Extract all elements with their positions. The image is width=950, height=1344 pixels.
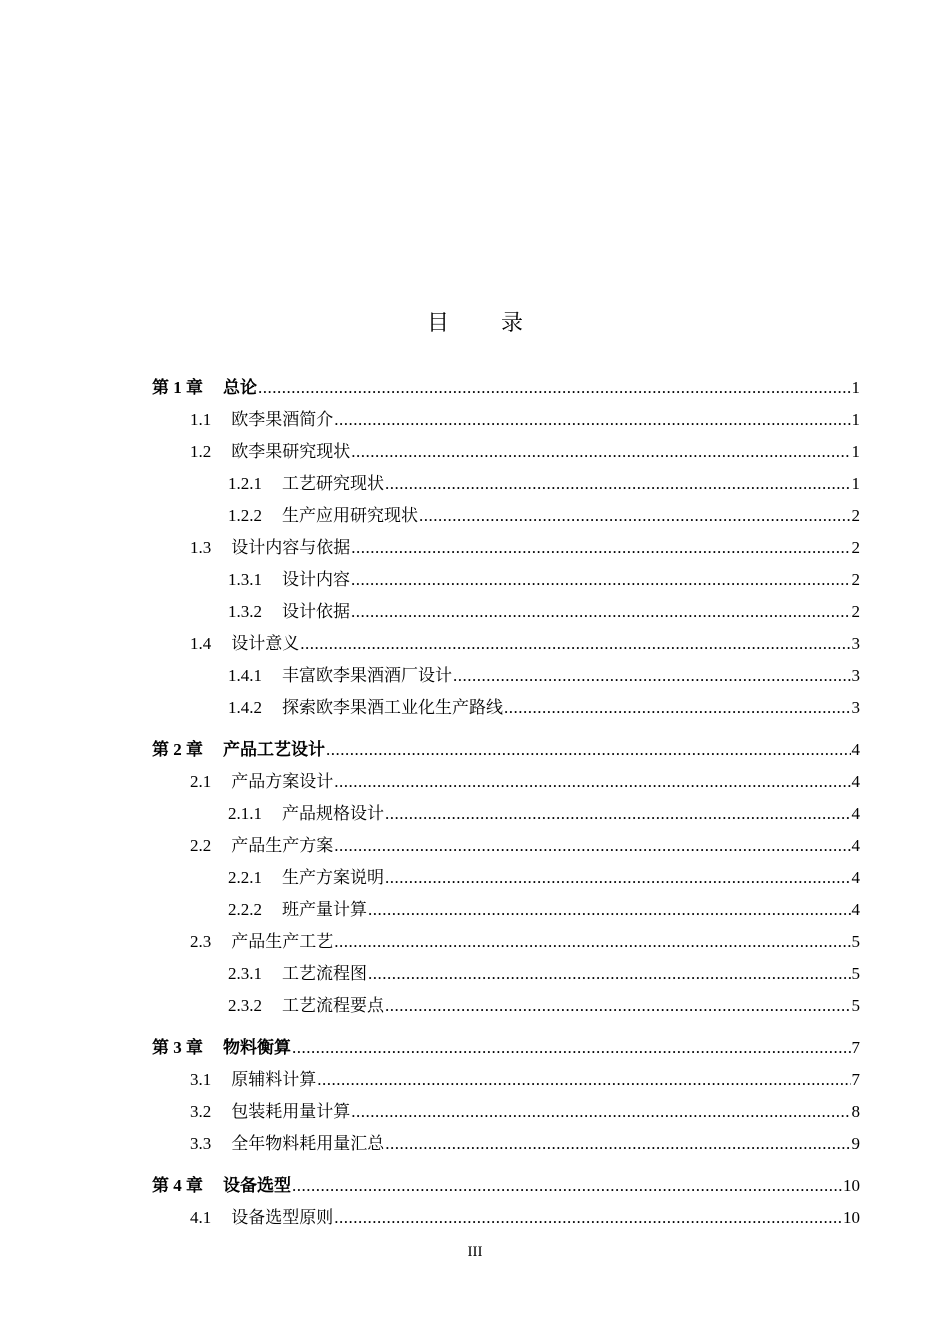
toc-entry-number: 1.4.2 xyxy=(228,698,262,717)
toc-entry-label: 设备选型原则 xyxy=(231,1208,334,1227)
table-of-contents xyxy=(152,372,860,1234)
toc-entry-number: 3.2 xyxy=(190,1102,212,1121)
dot-leader xyxy=(385,468,851,500)
toc-entry[interactable] xyxy=(152,692,860,724)
dot-leader xyxy=(351,532,850,564)
toc-entry[interactable] xyxy=(152,500,860,532)
toc-entry[interactable] xyxy=(152,628,860,660)
toc-entry-label: 丰富欧李果酒酒厂设计 xyxy=(282,666,452,685)
toc-entry-page: 5 xyxy=(851,996,860,1015)
toc-entry-label: 产品生产工艺 xyxy=(231,932,334,951)
toc-entry-page: 4 xyxy=(851,868,860,887)
dot-leader xyxy=(326,734,851,766)
toc-entry-page: 9 xyxy=(851,1134,860,1153)
toc-entry-label: 工艺流程要点 xyxy=(282,996,384,1015)
toc-entry-page: 3 xyxy=(851,634,860,653)
toc-entry[interactable] xyxy=(152,894,860,926)
toc-entry-label: 设计依据 xyxy=(282,602,350,621)
toc-entry-number: 1.2.1 xyxy=(228,474,262,493)
dot-leader xyxy=(300,628,850,660)
toc-entry[interactable] xyxy=(152,1096,860,1128)
toc-entry[interactable] xyxy=(152,660,860,692)
toc-entry-label: 原辅料计算 xyxy=(231,1070,317,1089)
toc-entry-number: 3.3 xyxy=(190,1134,212,1153)
dot-leader xyxy=(292,1032,851,1064)
toc-entry-number: 第 2 章 xyxy=(152,740,203,759)
toc-entry-page: 3 xyxy=(851,666,860,685)
dot-leader xyxy=(504,692,851,724)
toc-entry[interactable] xyxy=(152,436,860,468)
toc-entry-number: 2.1.1 xyxy=(228,804,262,823)
dot-leader xyxy=(258,372,851,404)
toc-entry-label: 生产方案说明 xyxy=(282,868,384,887)
dot-leader xyxy=(368,894,851,926)
dot-leader xyxy=(385,798,851,830)
toc-entry-number: 2.1 xyxy=(190,772,212,791)
toc-entry[interactable] xyxy=(152,596,860,628)
toc-entry-label: 班产量计算 xyxy=(282,900,367,919)
toc-entry-label: 工艺研究现状 xyxy=(282,474,384,493)
toc-entry-page: 10 xyxy=(843,1176,860,1195)
toc-entry-number: 2.3 xyxy=(190,932,212,951)
toc-entry-label: 探索欧李果酒工业化生产路线 xyxy=(282,698,503,717)
toc-entry[interactable] xyxy=(152,734,860,766)
toc-entry-page: 1 xyxy=(851,378,860,397)
dot-leader xyxy=(351,436,850,468)
toc-entry-number: 1.4.1 xyxy=(228,666,262,685)
toc-entry-number: 2.2.1 xyxy=(228,868,262,887)
toc-entry-page: 2 xyxy=(851,570,860,589)
dot-leader xyxy=(334,766,850,798)
dot-leader xyxy=(368,958,851,990)
toc-entry[interactable] xyxy=(152,926,860,958)
toc-entry-number: 4.1 xyxy=(190,1208,212,1227)
page-number: III xyxy=(467,1244,483,1260)
toc-entry-number: 2.3.1 xyxy=(228,964,262,983)
dot-leader xyxy=(317,1064,850,1096)
toc-entry-label: 物料衡算 xyxy=(223,1038,291,1057)
toc-entry-number: 2.2 xyxy=(190,836,212,855)
toc-entry-page: 4 xyxy=(851,740,860,759)
toc-entry-label: 总论 xyxy=(223,378,257,397)
dot-leader xyxy=(334,1202,842,1234)
toc-entry-number: 第 4 章 xyxy=(152,1176,203,1195)
dot-leader xyxy=(351,1096,850,1128)
toc-entry-number: 1.2.2 xyxy=(228,506,262,525)
toc-entry[interactable] xyxy=(152,990,860,1022)
dot-leader xyxy=(419,500,851,532)
toc-entry[interactable] xyxy=(152,1064,860,1096)
toc-entry-number: 1.3.2 xyxy=(228,602,262,621)
toc-entry-label: 全年物料耗用量汇总 xyxy=(231,1134,385,1153)
dot-leader xyxy=(385,862,851,894)
dot-leader xyxy=(334,926,850,958)
dot-leader xyxy=(453,660,851,692)
toc-entry[interactable] xyxy=(152,798,860,830)
toc-entry-number: 2.2.2 xyxy=(228,900,262,919)
dot-leader xyxy=(385,990,851,1022)
toc-entry[interactable] xyxy=(152,468,860,500)
toc-entry-label: 包装耗用量计算 xyxy=(231,1102,351,1121)
toc-entry-number: 2.3.2 xyxy=(228,996,262,1015)
toc-entry-label: 生产应用研究现状 xyxy=(282,506,418,525)
toc-entry-label: 欧李果研究现状 xyxy=(231,442,351,461)
toc-entry-page: 2 xyxy=(851,602,860,621)
toc-entry-number: 第 3 章 xyxy=(152,1038,203,1057)
toc-entry-label: 产品规格设计 xyxy=(282,804,384,823)
toc-entry-page: 2 xyxy=(851,506,860,525)
toc-entry-label: 设计意义 xyxy=(231,634,300,653)
dot-leader xyxy=(351,564,851,596)
toc-entry[interactable] xyxy=(152,1032,860,1064)
toc-entry[interactable] xyxy=(152,372,860,404)
toc-entry-number: 1.3 xyxy=(190,538,212,557)
toc-entry-label: 设备选型 xyxy=(223,1176,291,1195)
toc-entry-page: 4 xyxy=(851,836,860,855)
toc-entry-page: 1 xyxy=(851,474,860,493)
toc-entry-label: 设计内容 xyxy=(282,570,350,589)
toc-entry[interactable] xyxy=(152,564,860,596)
toc-entry[interactable] xyxy=(152,1170,860,1202)
toc-entry-page: 5 xyxy=(851,964,860,983)
toc-entry-label: 工艺流程图 xyxy=(282,964,367,983)
toc-entry-page: 4 xyxy=(851,804,860,823)
toc-entry[interactable] xyxy=(152,862,860,894)
toc-entry-page: 4 xyxy=(851,772,860,791)
toc-entry-page: 10 xyxy=(843,1208,860,1227)
toc-entry-label: 产品方案设计 xyxy=(231,772,334,791)
toc-title-char-1: 目 xyxy=(426,310,449,335)
dot-leader xyxy=(334,830,850,862)
toc-entry-page: 1 xyxy=(851,410,860,429)
toc-entry-label: 产品工艺设计 xyxy=(223,740,325,759)
toc-title-char-2: 录 xyxy=(501,310,524,335)
toc-entry-page: 3 xyxy=(851,698,860,717)
dot-leader xyxy=(292,1170,842,1202)
toc-entry[interactable] xyxy=(152,404,860,436)
toc-entry-page: 5 xyxy=(851,932,860,951)
toc-entry-page: 2 xyxy=(851,538,860,557)
toc-entry-page: 7 xyxy=(851,1070,860,1089)
toc-entry[interactable] xyxy=(152,1202,860,1234)
toc-entry-number: 1.2 xyxy=(190,442,212,461)
toc-title xyxy=(0,306,950,337)
toc-entry-number: 第 1 章 xyxy=(152,378,203,397)
toc-entry-label: 设计内容与依据 xyxy=(231,538,351,557)
dot-leader xyxy=(351,596,851,628)
toc-entry[interactable] xyxy=(152,958,860,990)
toc-entry[interactable] xyxy=(152,766,860,798)
dot-leader xyxy=(385,1128,850,1160)
toc-entry-number: 1.3.1 xyxy=(228,570,262,589)
dot-leader xyxy=(334,404,850,436)
toc-entry-page: 8 xyxy=(851,1102,860,1121)
toc-entry-number: 1.4 xyxy=(190,634,212,653)
toc-entry-label: 欧李果酒简介 xyxy=(231,410,334,429)
toc-entry[interactable] xyxy=(152,1128,860,1160)
toc-entry-label: 产品生产方案 xyxy=(231,836,334,855)
toc-entry-number: 3.1 xyxy=(190,1070,212,1089)
toc-entry-number: 1.1 xyxy=(190,410,212,429)
toc-entry[interactable] xyxy=(152,830,860,862)
toc-entry[interactable] xyxy=(152,532,860,564)
toc-entry-page: 7 xyxy=(851,1038,860,1057)
toc-entry-page: 1 xyxy=(851,442,860,461)
toc-entry-page: 4 xyxy=(851,900,860,919)
